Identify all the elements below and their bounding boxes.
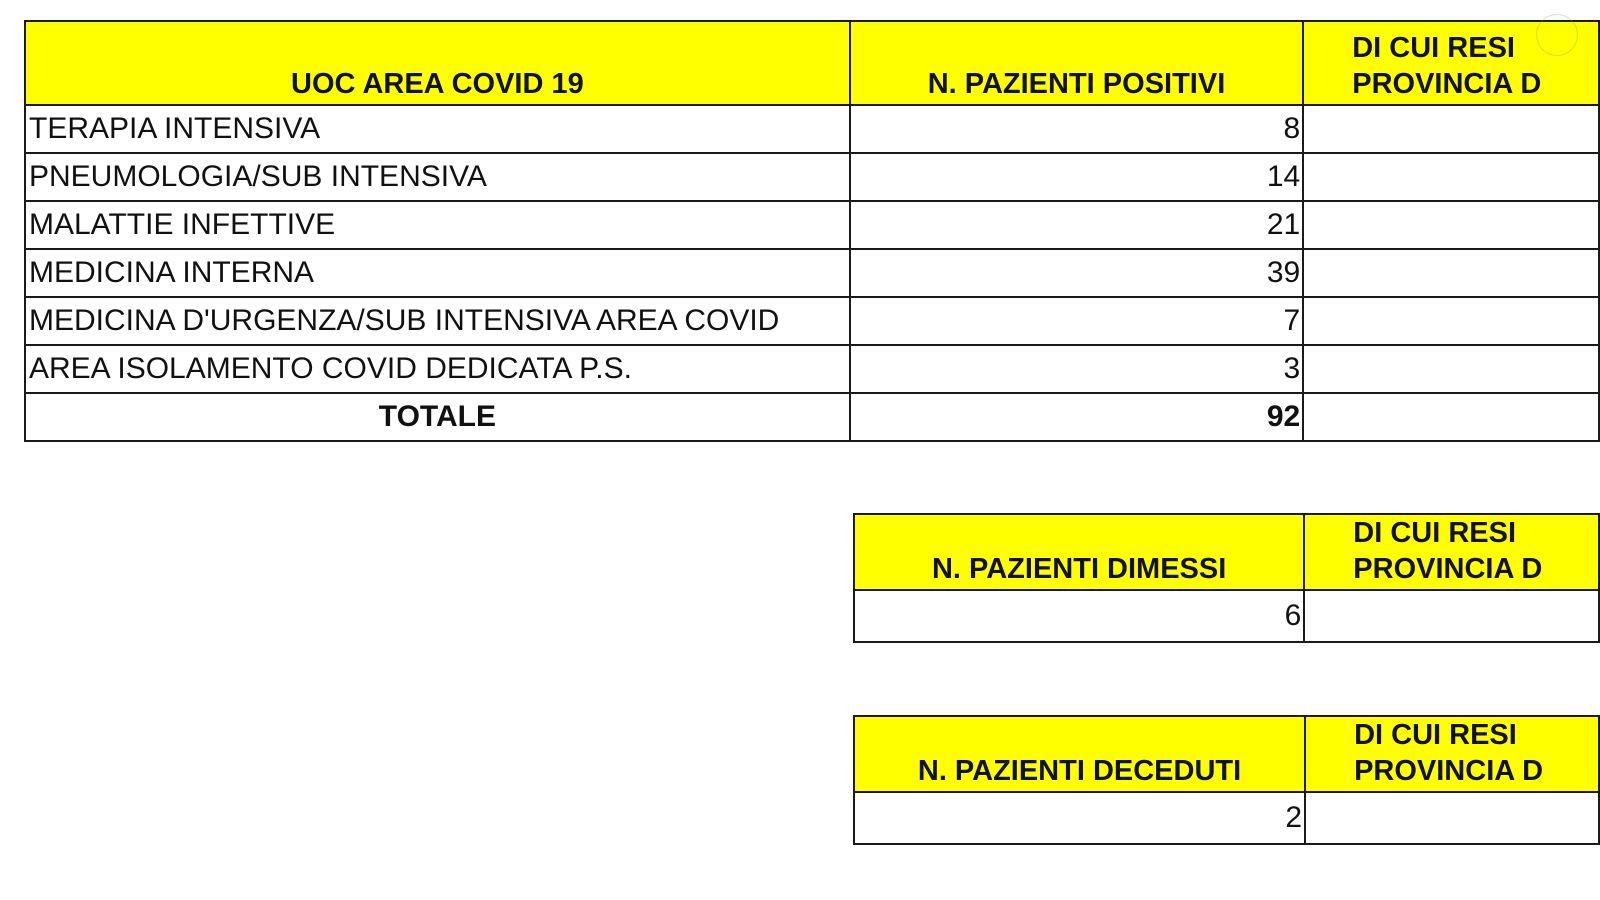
table-row	[25, 105, 1599, 153]
row-residenti-cell	[1303, 345, 1599, 393]
row-label: MEDICINA INTERNA	[25, 249, 850, 297]
row-residenti-cell	[1303, 201, 1599, 249]
header-row	[854, 716, 1599, 792]
total-label: TOTALE	[25, 393, 850, 441]
row-label: TERAPIA INTENSIVA	[25, 105, 850, 153]
table-row	[25, 345, 1599, 393]
header-residenti-line1: DI CUI RESI	[1352, 32, 1515, 64]
deceduti-table	[853, 715, 1600, 845]
row-residenti-cell	[1303, 249, 1599, 297]
covid-area-table	[24, 20, 1600, 442]
header-row	[854, 514, 1599, 590]
row-label: MEDICINA D'URGENZA/SUB INTENSIVA AREA COVID	[25, 297, 850, 345]
row-value: 3	[850, 345, 1303, 393]
table-row	[854, 590, 1599, 642]
header-area: UOC AREA COVID 19	[25, 21, 850, 105]
row-value: 21	[850, 201, 1303, 249]
table-row	[25, 201, 1599, 249]
header-residenti	[1305, 716, 1599, 792]
watermark-icon	[1536, 14, 1578, 56]
row-label: AREA ISOLAMENTO COVID DEDICATA P.S.	[25, 345, 850, 393]
header-residenti-line2: PROVINCIA D	[1353, 553, 1543, 585]
dimessi-value: 6	[854, 590, 1304, 642]
table-row	[25, 297, 1599, 345]
header-residenti-line1: DI CUI RESI	[1354, 719, 1517, 751]
total-row	[25, 393, 1599, 441]
row-residenti-cell	[1303, 297, 1599, 345]
row-value: 8	[850, 105, 1303, 153]
row-value: 7	[850, 297, 1303, 345]
row-value: 39	[850, 249, 1303, 297]
header-residenti	[1304, 514, 1599, 590]
header-residenti-line2: PROVINCIA D	[1354, 755, 1544, 787]
header-deceduti: N. PAZIENTI DECEDUTI	[854, 716, 1305, 792]
header-dimessi: N. PAZIENTI DIMESSI	[854, 514, 1304, 590]
header-residenti-line2: PROVINCIA D	[1352, 68, 1542, 100]
row-residenti-cell	[1303, 105, 1599, 153]
table-row	[25, 153, 1599, 201]
table-row	[25, 249, 1599, 297]
total-residenti-cell	[1303, 393, 1599, 441]
header-residenti-line1: DI CUI RESI	[1353, 517, 1517, 549]
header-positivi: N. PAZIENTI POSITIVI	[850, 21, 1303, 105]
row-label: MALATTIE INFETTIVE	[25, 201, 850, 249]
row-residenti-cell	[1305, 792, 1599, 844]
header-row	[25, 21, 1599, 105]
table-row	[854, 792, 1599, 844]
row-residenti-cell	[1304, 590, 1599, 642]
total-value: 92	[850, 393, 1303, 441]
row-label: PNEUMOLOGIA/SUB INTENSIVA	[25, 153, 850, 201]
deceduti-value: 2	[854, 792, 1305, 844]
dimessi-table	[853, 513, 1600, 643]
row-value: 14	[850, 153, 1303, 201]
row-residenti-cell	[1303, 153, 1599, 201]
